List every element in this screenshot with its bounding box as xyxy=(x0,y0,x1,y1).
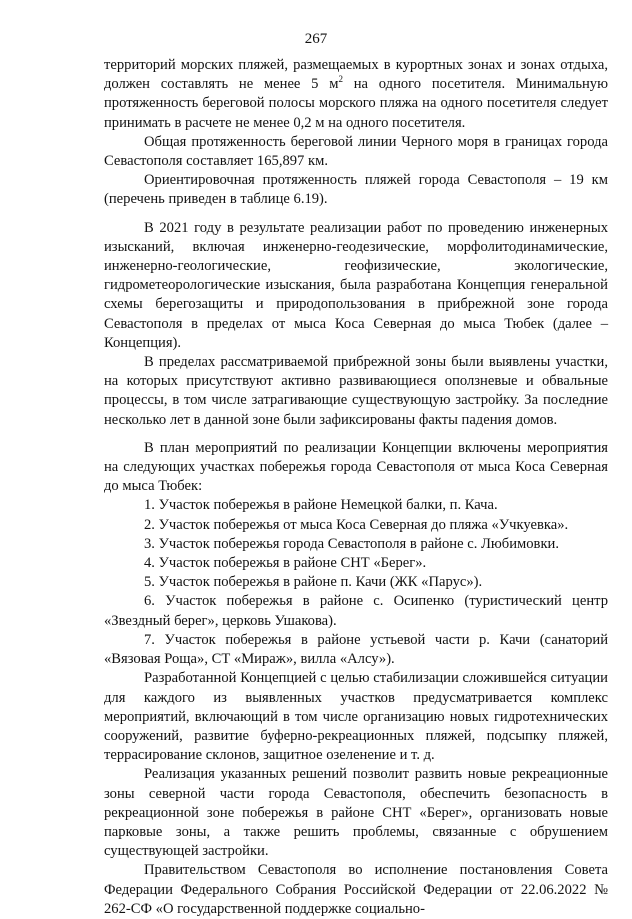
paragraph-concept-development: В 2021 году в результате реализации работ по проведению инженерных изысканий, включая инженерно-геодезические, морфолитодинамические, инженерно-геологические, геофизические, экологические, гидрометеорологические изыскания, была разработана Концепция генеральной схемы берегозащиты и природопользования в прибрежной зоне города Севастополя в пределах от мыса Коса Северная до мыса Тюбек (далее – Концепция). xyxy=(104,219,608,351)
list-item: 7. Участок побережья в районе устьевой части р. Качи (санаторий «Вязовая Роща», СТ «Мираж», вилла «Алсу»). xyxy=(104,631,608,668)
paragraph-text: на одного посетителя. Минимальную протяженность береговой полосы морского пляжа на одного посетителя следует принимать в расчете не менее 0,2 м на одного посетителя. xyxy=(104,76,609,131)
list-item: 3. Участок побережья города Севастополя в районе с. Любимовки. xyxy=(144,535,559,552)
paragraph-landslide-areas: В пределах рассматриваемой прибрежной зоны были выявлены участки, на которых присутствуют активно развивающиеся оползневые и обвальные процессы, в том числе затрагивающие существующую застройку. За последние несколько лет в данной зоне были зафиксированы факты падения домов. xyxy=(104,354,608,428)
paragraph-coastline-length: Общая протяженность береговой линии Черного моря в границах города Севастополя составляет 165,897 км. xyxy=(104,133,608,170)
paragraph-action-plan: В план мероприятий по реализации Концепции включены мероприятия на следующих участках побережья города Севастополя от мыса Коса Северная до мыса Тюбек: xyxy=(104,439,608,495)
list-item: 4. Участок побережья в районе СНТ «Берег». xyxy=(144,555,427,572)
coastal-sections-list xyxy=(104,496,608,669)
document-body xyxy=(104,56,608,919)
paragraph-implementation-results: Реализация указанных решений позволит развить новые рекреационные зоны северной части города Севастополя, обеспечить безопасность в рекреационной зоне побережья в районе СНТ «Берег», организовать новые парковые зоны, а также решить проблемы, связанные с обрушением существующей застройки. xyxy=(104,766,608,860)
paragraph-text: территорий морских пляжей, размещаемых в курортных зонах и зонах отдыха, должен составлять не менее 5 м xyxy=(104,57,608,93)
paragraph-government-decree: Правительством Севастополя во исполнение постановления Совета Федерации Федерального Собрания Российской Федерации от 22.06.2022 № 262-СФ «О государственной поддержке социально- xyxy=(104,862,608,917)
list-item: 6. Участок побережья в районе с. Осипенко (туристический центр «Звездный берег», церковь Ушакова). xyxy=(104,593,608,629)
list-item: 2. Участок побережья от мыса Коса Северная до пляжа «Учкуевка». xyxy=(144,516,569,533)
superscript: 2 xyxy=(338,74,343,85)
paragraph-concept-measures: Разработанной Концепцией с целью стабилизации сложившейся ситуации для каждого из выявленных участков предусматривается комплекс мероприятий, включающий в том числе организацию новых гидротехнических сооружений, развитие буферно-рекреационных пляжей, подсыпку пляжей, террасирование склонов, защитное озеленение и т. д. xyxy=(104,670,608,764)
paragraph-pool-area-norm xyxy=(104,56,608,133)
list-item: 5. Участок побережья в районе п. Качи (ЖК «Парус»). xyxy=(144,574,483,591)
paragraph-beach-length: Ориентировочная протяженность пляжей города Севастополя – 19 км (перечень приведен в таблице 6.19). xyxy=(104,172,608,208)
list-item: 1. Участок побережья в районе Немецкой балки, п. Кача. xyxy=(144,497,498,514)
page-number: 267 xyxy=(304,31,328,47)
